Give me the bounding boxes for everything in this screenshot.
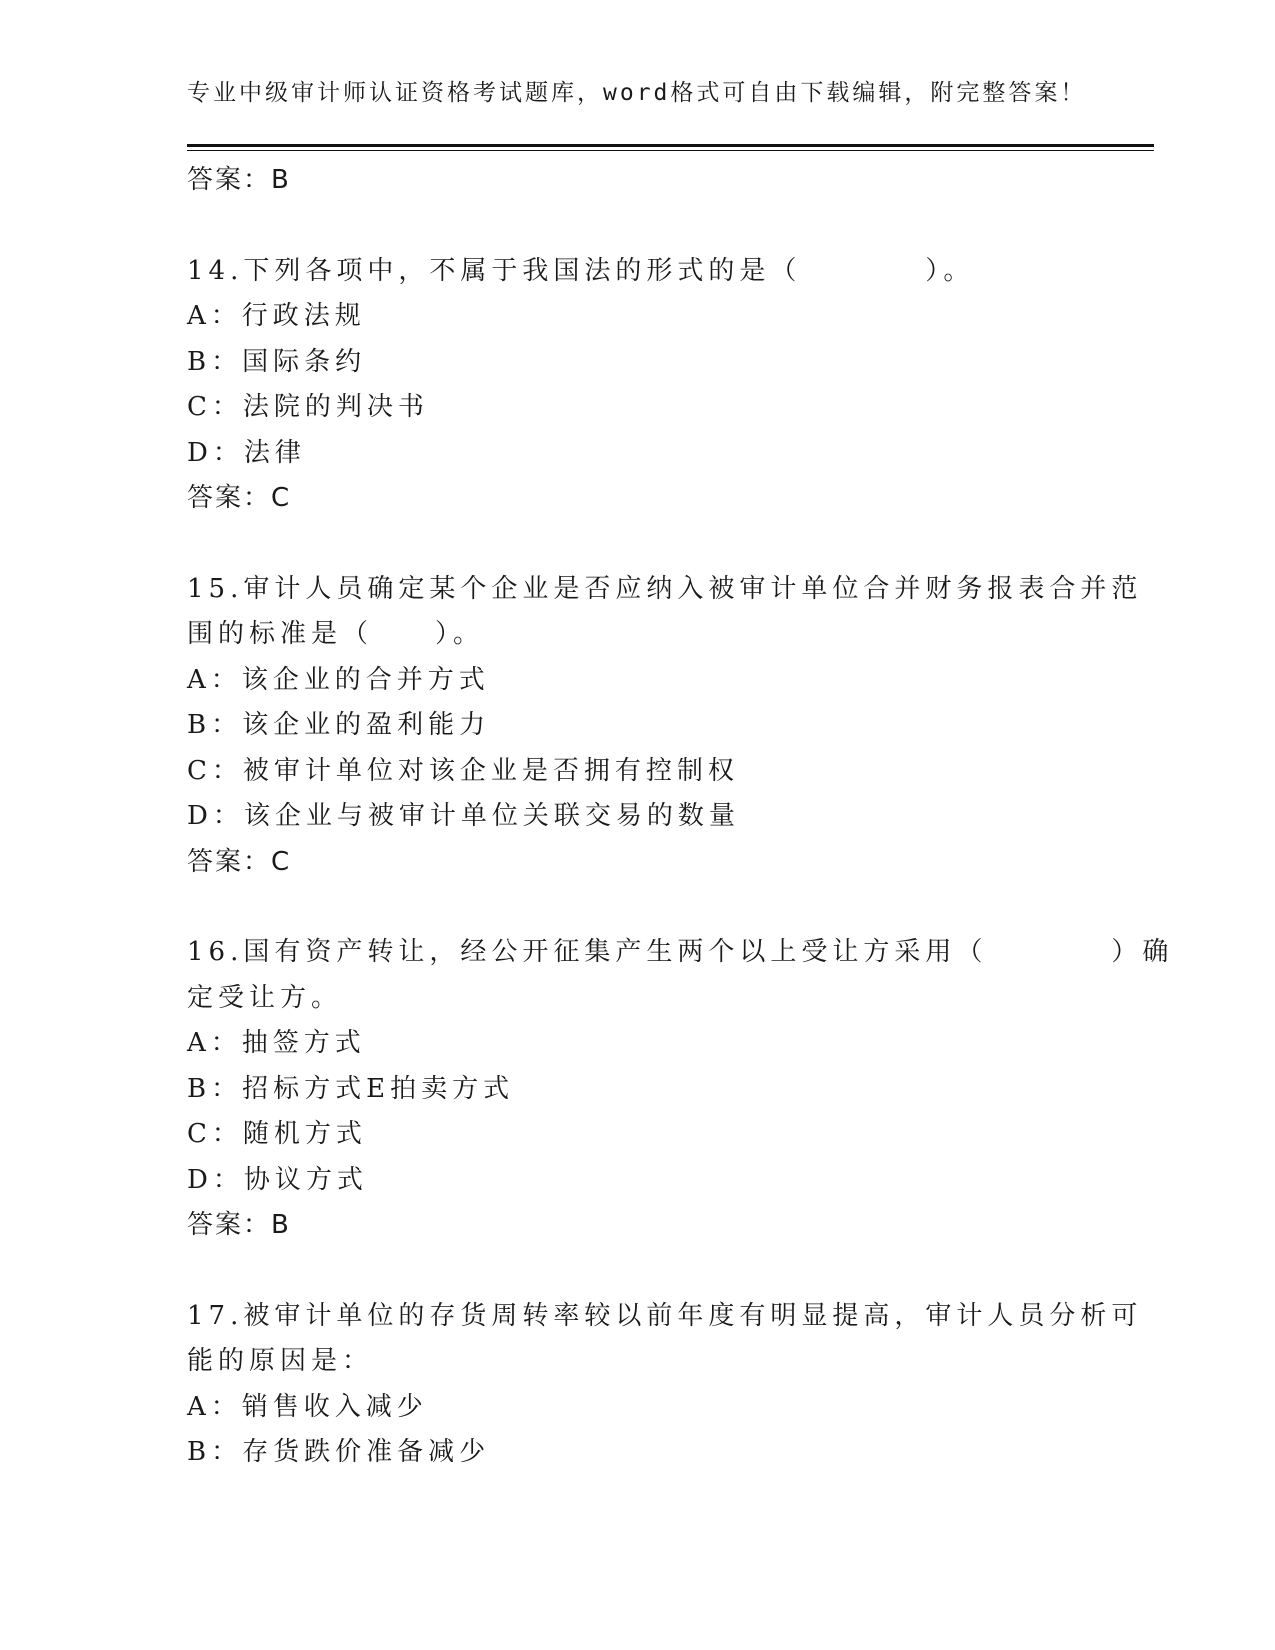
question-17-option-b: B：存货跌价准备减少 xyxy=(187,1437,491,1467)
question-17-stem-line2: 能的原因是： xyxy=(187,1346,374,1376)
spacer xyxy=(187,522,1087,567)
question-14-stem: 14.下列各项中，不属于我国法的形式的是（ ）。 xyxy=(187,255,975,286)
header-divider-thin xyxy=(187,150,1154,151)
spacer xyxy=(187,1249,1087,1294)
question-16-stem-line1: 16.国有资产转让，经公开征集产生两个以上受让方采用（ ）确 xyxy=(187,937,1174,967)
question-15-answer: 答案：C xyxy=(187,846,292,877)
question-17-option-a: A：销售收入减少 xyxy=(187,1391,428,1422)
question-17-stem-line1: 17.被审计单位的存货周转率较以前年度有明显提高，审计人员分析可 xyxy=(187,1300,1143,1331)
question-15-option-d: D：该企业与被审计单位关联交易的数量 xyxy=(187,801,740,831)
question-16-option-b: B：招标方式E拍卖方式 xyxy=(187,1073,515,1104)
document-body xyxy=(187,158,1174,1476)
question-14-option-c: C：法院的判决书 xyxy=(187,392,429,422)
question-14-answer: 答案：C xyxy=(187,483,292,513)
question-16-option-c: C：随机方式 xyxy=(187,1119,367,1149)
header-divider xyxy=(187,144,1154,147)
question-16-option-a: A：抽签方式 xyxy=(187,1028,366,1058)
question-15-option-b: B：该企业的盈利能力 xyxy=(187,710,491,740)
question-15-option-a: A：该企业的合并方式 xyxy=(187,664,490,695)
spacer xyxy=(187,885,1087,930)
answer-13: 答案：B xyxy=(187,165,291,195)
question-15-option-c: C：被审计单位对该企业是否拥有控制权 xyxy=(187,755,739,786)
question-16-answer: 答案：B xyxy=(187,1210,291,1240)
question-16-stem-line2: 定受让方。 xyxy=(187,982,343,1013)
question-15-stem-line2: 围的标准是（ ）。 xyxy=(187,619,485,649)
page-header: 专业中级审计师认证资格考试题库，word格式可自由下载编辑，附完整答案！ xyxy=(187,80,1087,106)
spacer xyxy=(187,204,1087,249)
question-15-stem-line1: 15.审计人员确定某个企业是否应纳入被审计单位合并财务报表合并范 xyxy=(187,573,1143,604)
question-14-option-a: A：行政法规 xyxy=(187,301,366,331)
question-14-option-b: B：国际条约 xyxy=(187,346,367,377)
question-14-option-d: D：法律 xyxy=(187,437,306,468)
question-16-option-d: D：协议方式 xyxy=(187,1164,368,1195)
